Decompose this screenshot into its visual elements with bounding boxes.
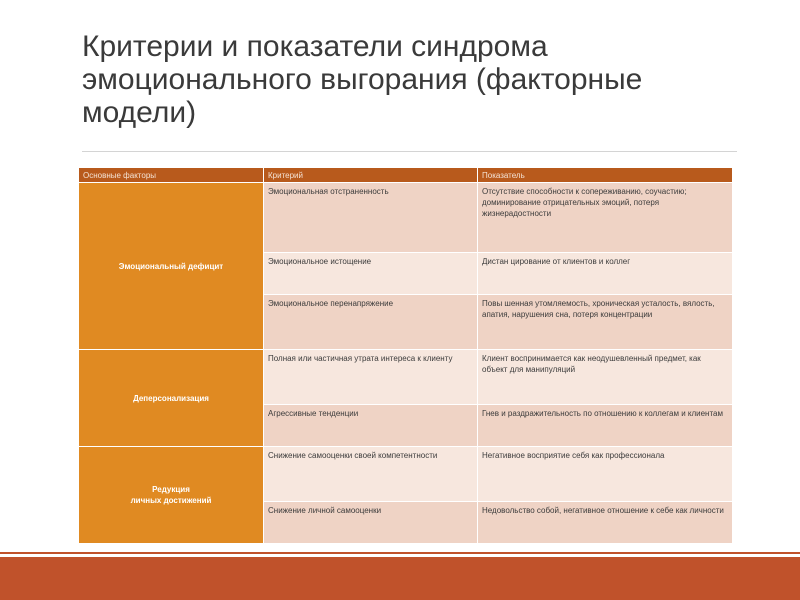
footer-bar [0, 557, 800, 600]
table-row [79, 183, 733, 253]
criterion-cell: Эмоциональное перенапряжение [264, 295, 478, 350]
header-indicator: Показатель [478, 168, 733, 183]
indicator-cell: Гнев и раздражительность по отношению к коллегам и клиентам [478, 405, 733, 447]
table-row [79, 447, 733, 502]
criterion-cell: Эмоциональная отстраненность [264, 183, 478, 253]
indicator-cell: Дистан цирование от клиентов и коллег [478, 253, 733, 295]
table-row [79, 350, 733, 405]
title-line-2: эмоционального выгорания (факторные [82, 63, 643, 96]
criterion-cell: Снижение самооценки своей компетентности [264, 447, 478, 502]
factor-line-2: личных достижений [130, 496, 212, 505]
criterion-cell: Снижение личной самооценки [264, 502, 478, 544]
factor-emotional-deficit: Эмоциональный дефицит [79, 183, 264, 350]
table-header-row [79, 168, 733, 183]
criterion-cell: Агрессивные тенденции [264, 405, 478, 447]
header-criterion: Критерий [264, 168, 478, 183]
indicator-cell: Повы шенная утомляемость, хроническая усталость, вялость, апатия, нарушения сна, потеря концентрации [478, 295, 733, 350]
factor-line-1: Редукция [152, 485, 190, 494]
indicator-cell: Отсутствие способности к сопереживанию, соучастию; доминирование отрицательных эмоций, потеря жизнерадостности [478, 183, 733, 253]
indicator-cell: Недовольство собой, негативное отношение к себе как личности [478, 502, 733, 544]
criterion-cell: Эмоциональное истощение [264, 253, 478, 295]
page-title [82, 30, 742, 129]
factor-achievement-reduction [79, 447, 264, 544]
header-factors: Основные факторы [79, 168, 264, 183]
indicator-cell: Негативное восприятие себя как профессионала [478, 447, 733, 502]
criterion-cell: Полная или частичная утрата интереса к клиенту [264, 350, 478, 405]
criteria-table [78, 167, 733, 544]
footer-accent-line [0, 552, 800, 554]
title-line-3: модели) [82, 96, 197, 129]
title-divider [82, 151, 737, 152]
indicator-cell: Клиент воспринимается как неодушевленный предмет, как объект для манипуляций [478, 350, 733, 405]
title-line-1: Критерии и показатели синдрома [82, 30, 548, 63]
factor-depersonalization: Деперсонализация [79, 350, 264, 447]
